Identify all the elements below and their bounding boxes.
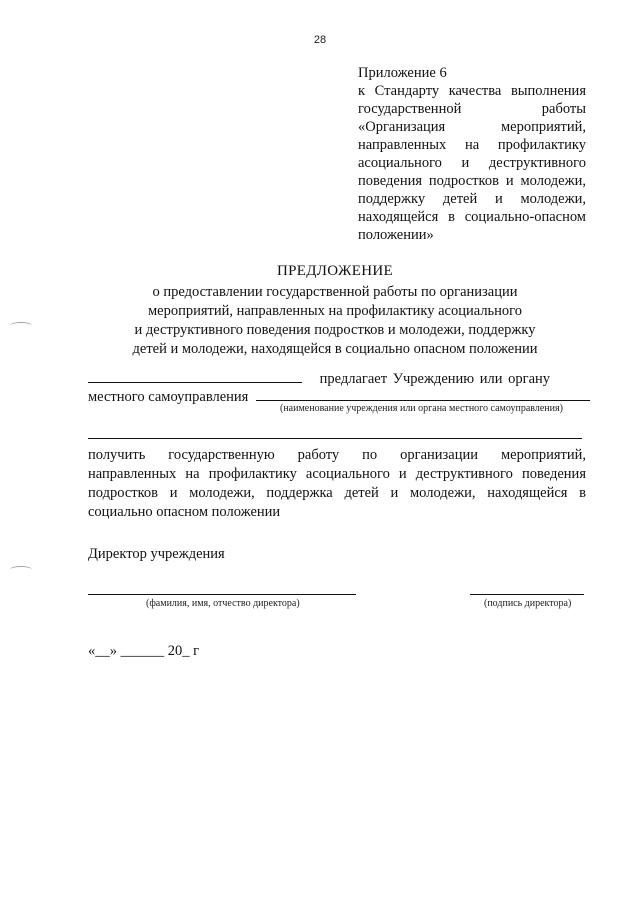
scan-artifact-mark (10, 566, 32, 573)
appendix-line: асоциального и деструктивного (358, 155, 586, 171)
organization-continuation-blank[interactable] (88, 438, 582, 439)
body-line: подростков и молодежи, поддержка детей и молодежи, находящейся в (88, 485, 586, 501)
appendix-line: направленных на профилактику (358, 137, 586, 153)
body-line: направленных на профилактику асоциального и деструктивного поведения (88, 466, 586, 482)
date-line: «__» ______ 20_ г (88, 643, 200, 659)
proposal-row-1 (88, 368, 586, 388)
scan-artifact-mark (10, 322, 32, 329)
subheading-line: и деструктивного поведения подростков и молодежи, поддержку (134, 322, 536, 338)
director-name-blank[interactable] (88, 594, 356, 595)
director-signature-caption: (подпись директора) (484, 598, 572, 609)
document-heading: ПРЕДЛОЖЕНИЕ (277, 263, 393, 279)
appendix-line: государственной работы (358, 101, 586, 117)
local-government-label: местного самоуправления (88, 389, 249, 405)
appendix-title: Приложение 6 (358, 65, 447, 81)
director-label: Директор учреждения (88, 546, 225, 562)
page-number: 28 (313, 34, 327, 46)
body-line: социально опасном положении (88, 504, 281, 520)
director-name-caption: (фамилия, имя, отчество директора) (146, 598, 300, 609)
organization-caption: (наименование учреждения или органа местного самоуправления) (280, 403, 563, 414)
appendix-block (358, 64, 586, 244)
body-line: получить государственную работу по организации мероприятий, (88, 447, 586, 463)
document-title-block (70, 262, 600, 359)
appendix-line: находящейся в социально-опасном (358, 209, 586, 225)
organization-name-blank[interactable] (256, 386, 590, 401)
body-paragraph (88, 446, 586, 522)
appendix-line: поддержку детей и молодежи, (358, 191, 586, 207)
subheading-line: мероприятий, направленных на профилактику асоциального (147, 303, 523, 319)
subheading-line: о предоставлении государственной работы по организации (152, 284, 518, 300)
appendix-line: поведения подростков и молодежи, (358, 173, 586, 189)
appendix-line: «Организация мероприятий, (358, 119, 586, 135)
offers-text: предлагает Учреждению или органу (319, 371, 551, 387)
director-signature-blank[interactable] (470, 594, 584, 595)
appendix-line: положении» (358, 227, 434, 243)
appendix-line: к Стандарту качества выполнения (358, 83, 586, 99)
institution-name-blank[interactable] (88, 368, 302, 383)
subheading-line: детей и молодежи, находящейся в социально опасном положении (132, 341, 538, 357)
